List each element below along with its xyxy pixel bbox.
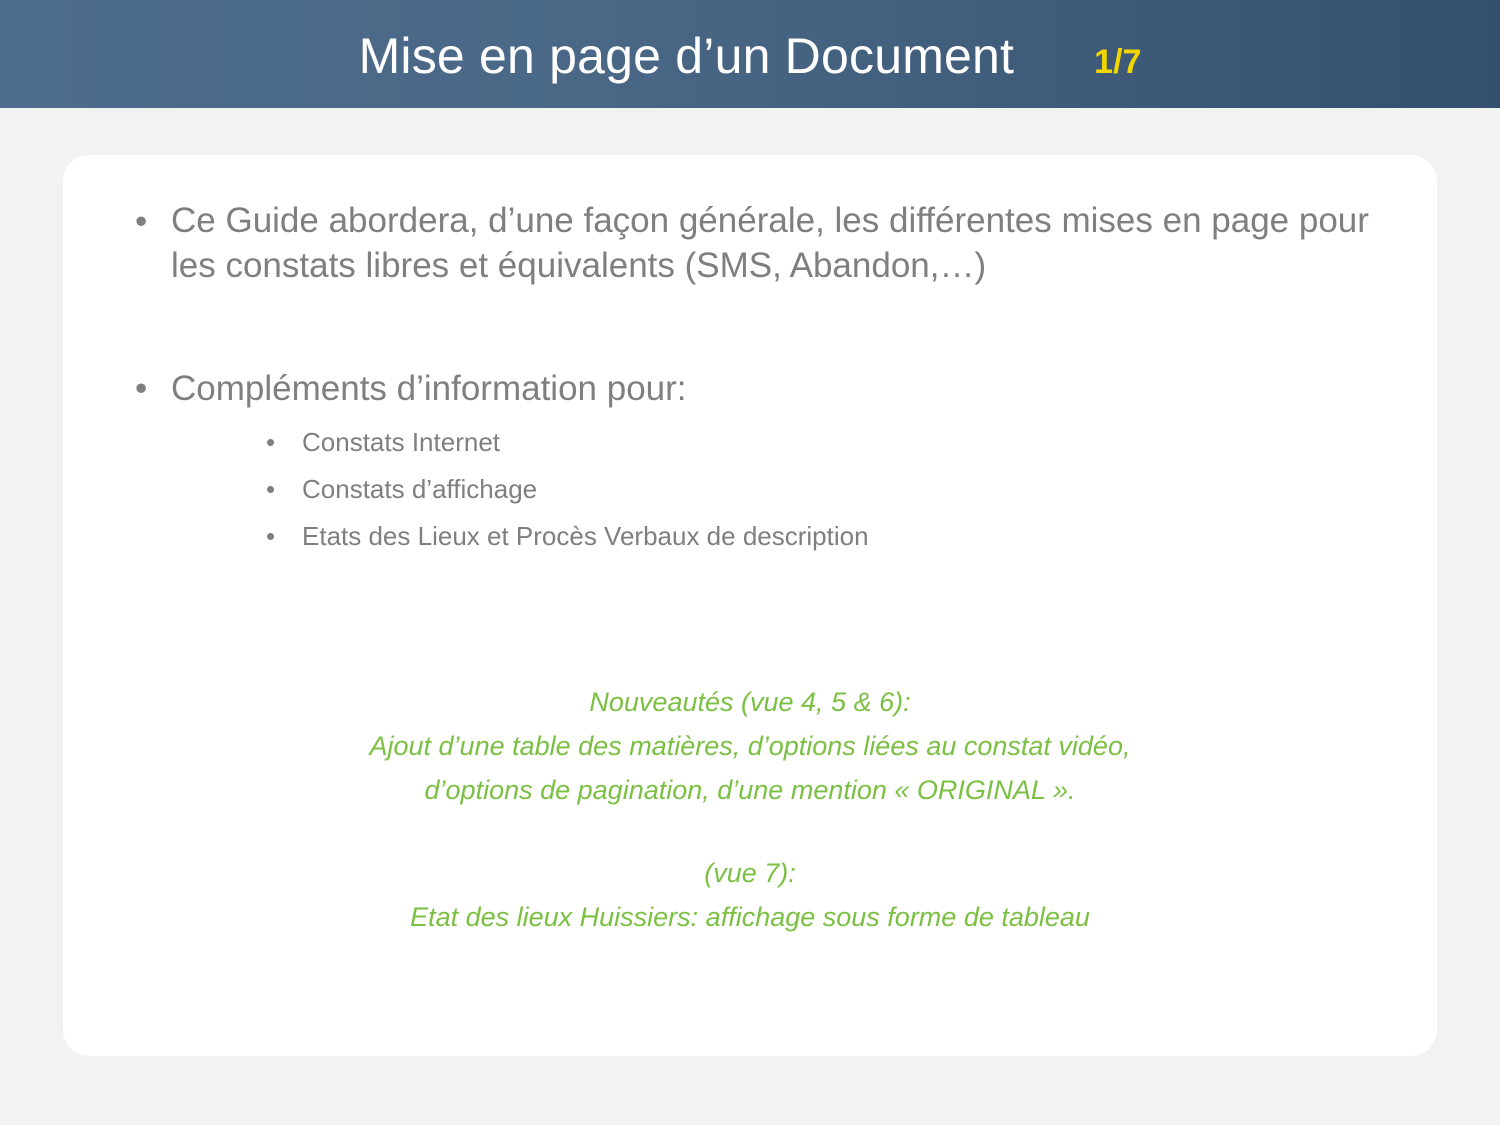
slide-counter: 1/7 (1094, 43, 1142, 81)
highlight-note (117, 681, 1383, 940)
bullet-list (117, 199, 1383, 553)
content-card (63, 155, 1437, 1056)
bullet-dot-icon: • (266, 427, 276, 458)
list-item-label: Constats Internet (302, 427, 500, 458)
list-item-label: Compléments d’information pour: (171, 368, 687, 408)
list-item-label: Constats d’affichage (302, 473, 538, 504)
note-spacer (117, 812, 1383, 852)
bullet-dot-icon: • (135, 201, 148, 241)
note-line: Etat des lieux Huissiers: affichage sous forme de tableau (410, 902, 1090, 933)
spacer (117, 289, 1383, 367)
bullet-dot-icon: • (266, 473, 276, 504)
header-inner (359, 27, 1142, 85)
sub-bullet-list (171, 425, 1383, 553)
page-title: Mise en page d’un Document (358, 28, 1015, 84)
list-item (171, 519, 1383, 554)
list-item-label: Etats des Lieux et Procès Verbaux de description (302, 520, 869, 551)
note-line: d’options de pagination, d’une mention « ORIGINAL ». (424, 774, 1076, 805)
bullet-dot-icon: • (266, 520, 276, 551)
list-item (171, 425, 1383, 460)
note-line: Nouveautés (vue 4, 5 & 6): (589, 687, 911, 718)
list-item (117, 367, 1383, 554)
note-line: (vue 7): (704, 858, 796, 889)
slide-header (0, 0, 1500, 108)
list-item-label: Ce Guide abordera, d’une façon générale, les différentes mises en page pour les constats libres et équivalents (SMS, Abandon,…) (171, 201, 1369, 285)
bullet-dot-icon: • (135, 369, 148, 409)
list-item (171, 472, 1383, 507)
note-line: Ajout d’une table des matières, d’options liées au constat vidéo, (369, 730, 1131, 761)
list-item (117, 199, 1383, 289)
